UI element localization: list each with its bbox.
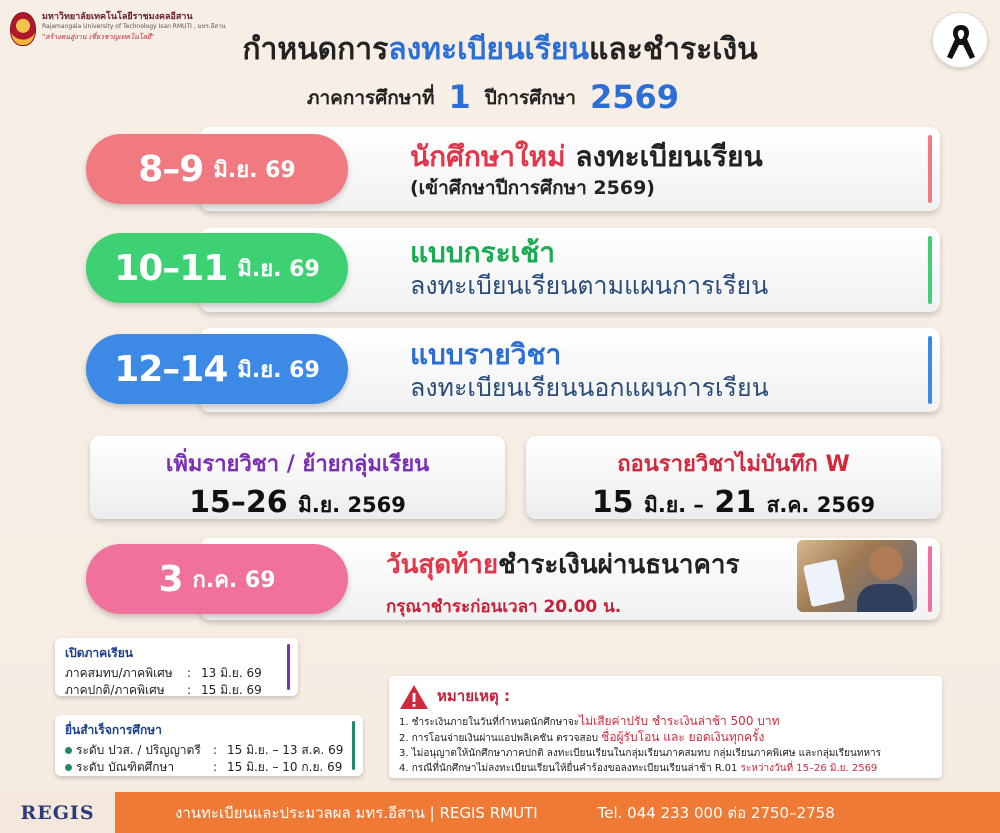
row-title <box>410 140 763 174</box>
item-value: 13 มิ.ย. 69 <box>201 666 262 680</box>
footer-phone: Tel. 044 233 000 ต่อ 2750–2758 <box>597 803 835 822</box>
row-subtitle: ลงทะเบียนเรียนนอกแผนการเรียน <box>410 373 769 402</box>
payment-subtitle: กรุณาชำระก่อนเวลา 20.00 น. <box>386 597 622 617</box>
payment-title <box>386 544 739 585</box>
add-course-month: มิ.ย. 2569 <box>298 493 406 517</box>
title-prefix: กำหนดการ <box>242 32 389 67</box>
note-text: 3. ไม่อนุญาตให้นักศึกษาภาคปกติ ลงทะเบียนเรียนในกลุ่มเรียนภาคสมทบ กลุ่มเรียนภาคพิเศษ และกลุ่มเรียนทหาร <box>399 748 882 759</box>
note-item-1 <box>399 714 932 730</box>
withdraw-date <box>526 485 941 522</box>
row-text-new-students <box>410 140 763 202</box>
date-range: 10–11 <box>114 247 228 289</box>
item-label-wrap <box>65 759 213 776</box>
note-item-4 <box>399 761 932 776</box>
separator: : <box>213 760 218 774</box>
bullet-dot-icon <box>65 747 72 754</box>
row-subtitle: (เข้าศึกษาปีการศึกษา 2569) <box>410 177 655 199</box>
note-emphasis: ชื่อผู้รับโอน และ ยอดเงินทุกครั้ง <box>601 730 765 744</box>
semester-subtitle <box>0 74 1000 116</box>
row-title: แบบรายวิชา <box>410 338 562 371</box>
item-label-wrap <box>65 742 213 759</box>
semester-label: ภาคการศึกษาที่ <box>306 87 435 109</box>
row-subtitle: ลงทะเบียนเรียนตามแผนการเรียน <box>410 271 769 300</box>
graduation-item <box>65 759 353 776</box>
bullet-dot-icon <box>65 764 72 771</box>
regis-logo: REGIS <box>0 792 115 833</box>
item-label: ภาคปกติ/ภาคพิเศษ <box>65 683 165 697</box>
date-pill-basket <box>86 233 348 303</box>
withdraw-title: ถอนรายวิชาไม่บันทึก W <box>617 452 850 477</box>
payment-text <box>386 544 739 620</box>
row-text-by-course <box>410 338 769 404</box>
note-item-3 <box>399 746 932 761</box>
footer-bar <box>0 792 1000 833</box>
year-value: 2569 <box>589 78 680 116</box>
separator: : <box>187 666 192 680</box>
note-text: 2. การโอนจ่ายเงินผ่านแอปพลิเคชัน ตรวจสอบ <box>399 733 602 744</box>
item-label: ระดับ ปวส. / ปริญญาตรี <box>76 743 201 757</box>
semester-value: 1 <box>448 78 471 116</box>
item-value: 15 มิ.ย. 69 <box>201 683 262 697</box>
row-highlight: นักศึกษาใหม่ <box>410 140 566 173</box>
row-accent-bar <box>928 236 932 304</box>
item-label: ระดับ บัณฑิตศึกษา <box>76 760 175 774</box>
date-range: 8–9 <box>138 148 204 190</box>
payment-month: ก.ค. 69 <box>192 567 276 593</box>
date-pill-payment <box>86 544 348 614</box>
graduation-box <box>55 715 363 776</box>
year-label: ปีการศึกษา <box>484 87 576 109</box>
warning-icon <box>399 684 429 708</box>
item-value: 15 มิ.ย. – 13 ส.ค. 69 <box>227 743 344 757</box>
notes-box <box>389 676 942 778</box>
payment-highlight: วันสุดท้าย <box>386 550 499 580</box>
title-highlight: ลงทะเบียนเรียน <box>388 32 589 67</box>
withdraw-box <box>526 436 941 519</box>
notes-title: หมายเหตุ : <box>437 687 510 705</box>
row-title-text: ลงทะเบียนเรียน <box>565 140 763 173</box>
add-course-date-range: 15–26 <box>189 485 288 520</box>
person-body <box>857 584 913 612</box>
box-accent-bar <box>287 644 290 690</box>
row-title: แบบกระเช้า <box>410 236 555 269</box>
open-semester-item <box>65 682 288 699</box>
note-emphasis: ระหว่างวันที่ 15–26 มิ.ย. 2569 <box>740 763 878 774</box>
date-month: มิ.ย. 69 <box>213 157 296 183</box>
withdraw-start-day: 15 <box>591 485 634 520</box>
payment-day: 3 <box>158 558 183 600</box>
title-suffix: และชำระเงิน <box>588 32 758 67</box>
row-accent-bar <box>928 336 932 404</box>
university-name-en: Rajamangala University of Technology Isan RMUTI , มทร.อีสาน <box>42 23 226 30</box>
item-value: 15 มิ.ย. – 10 ก.ย. 69 <box>227 760 343 774</box>
withdraw-end-month: ส.ค. 2569 <box>766 493 876 517</box>
tablet-icon <box>803 559 845 607</box>
box-accent-bar <box>352 721 355 770</box>
note-emphasis: ไม่เสียค่าปรับ ชำระเงินล่าช้า 500 บาท <box>579 714 780 728</box>
add-course-date <box>90 485 505 522</box>
date-month: มิ.ย. 69 <box>237 256 320 282</box>
row-accent-bar <box>928 546 932 612</box>
open-semester-title: เปิดภาคเรียน <box>65 646 133 660</box>
separator: : <box>187 683 192 697</box>
row-text-basket <box>410 236 768 302</box>
note-text: 4. กรณีที่นักศึกษาไม่ลงทะเบียนเรียนให้ยื่นคำร้องขอลงทะเบียนเรียนล่าช้า R.01 <box>399 763 741 774</box>
footer-office-text: งานทะเบียนและประมวลผล มทร.อีสาน | REGIS RMUTI <box>175 803 538 822</box>
item-label: ภาคสมทบ/ภาคพิเศษ <box>65 666 173 680</box>
person-head <box>869 546 903 580</box>
date-pill-by-course <box>86 334 348 404</box>
date-month: มิ.ย. 69 <box>237 357 320 383</box>
university-slogan: "สร้างคนสู่งาน เชี่ยวชาญเทคโนโลยี" <box>42 33 155 41</box>
date-pill-new-students <box>86 134 348 204</box>
withdraw-end-day: 21 <box>714 485 757 520</box>
graduation-title: ยื่นสำเร็จการศึกษา <box>65 723 162 737</box>
payment-title-text: ชำระเงินผ่านธนาคาร <box>498 550 740 580</box>
note-text: 1. ชำระเงินภายในวันที่กำหนดนักศึกษาจะ <box>399 717 580 728</box>
student-with-tablet-image <box>797 540 917 612</box>
notes-header <box>399 684 932 708</box>
university-name-th: มหาวิทยาลัยเทคโนโลยีราชมงคลอีสาน <box>42 12 193 22</box>
date-range: 12–14 <box>114 348 228 390</box>
add-course-box <box>90 436 505 519</box>
open-semester-box <box>55 638 298 696</box>
row-accent-bar <box>928 135 932 203</box>
graduation-item <box>65 742 353 759</box>
add-course-title: เพิ่มรายวิชา / ย้ายกลุ่มเรียน <box>165 452 430 477</box>
withdraw-start-month: มิ.ย. – <box>644 493 704 517</box>
separator: : <box>213 743 218 757</box>
open-semester-item <box>65 665 288 682</box>
page-title <box>0 26 1000 73</box>
note-item-2 <box>399 730 932 746</box>
